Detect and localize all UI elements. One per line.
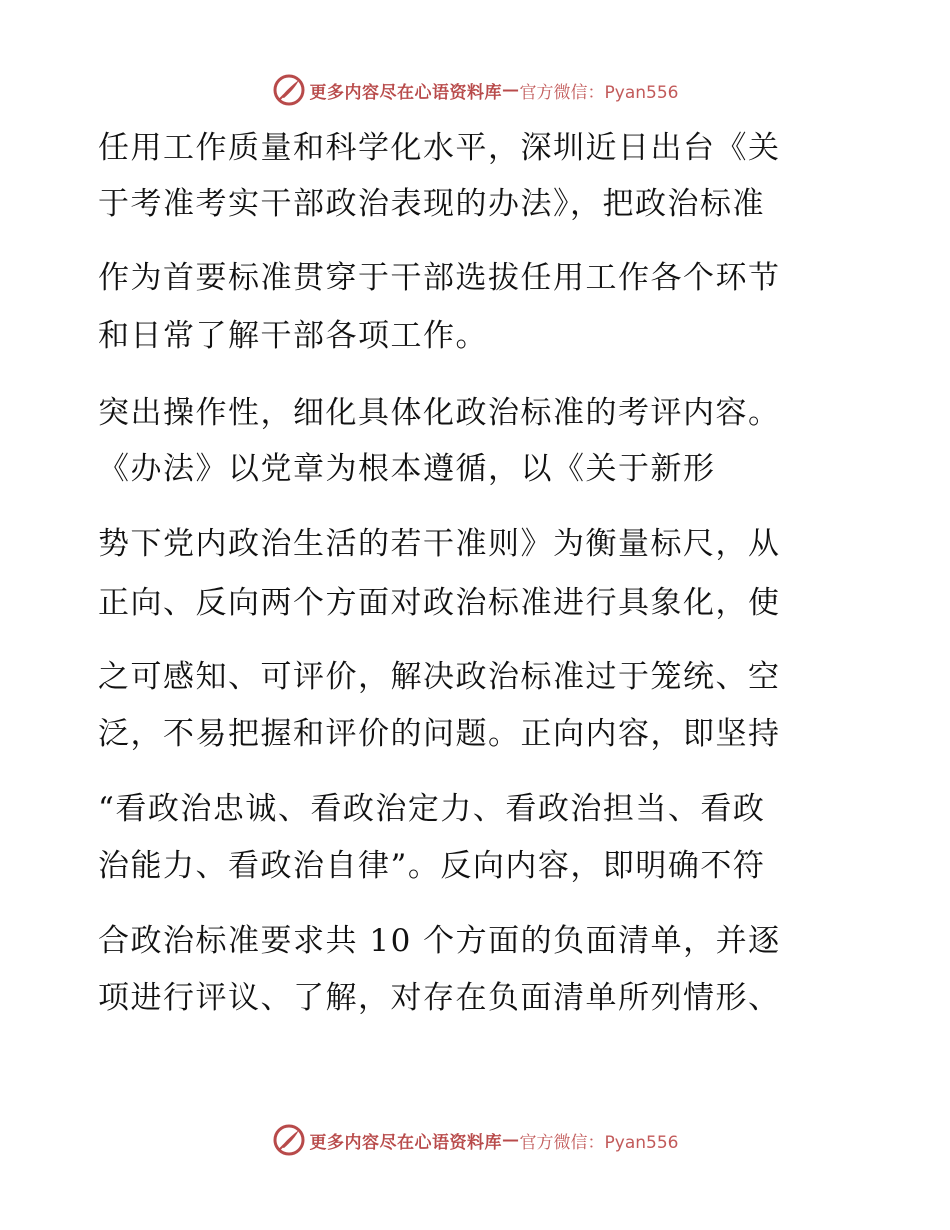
body-line: 任用工作质量和科学化水平，深圳近日出台《关 <box>98 130 781 166</box>
body-line: 正向、反向两个方面对政治标准进行具象化，使 <box>98 585 781 621</box>
banner-wechat: 官方微信：Pyan556 <box>519 1132 679 1153</box>
banner-dash: — <box>502 1130 520 1150</box>
footer-banner <box>0 1120 950 1160</box>
body-line: 和日常了解干部各项工作。 <box>98 318 488 354</box>
body-line: 突出操作性，细化具体化政治标准的考评内容。 <box>98 395 781 431</box>
quill-logo-icon <box>272 1123 306 1157</box>
body-line: 《办法》以党章为根本遵循，以《关于新形 <box>98 451 716 487</box>
body-line: 之可感知、可评价，解决政治标准过于笼统、空 <box>98 659 781 695</box>
banner-wechat: 官方微信：Pyan556 <box>519 82 679 103</box>
body-line: “看政治忠诚、看政治定力、看政治担当、看政 <box>98 791 766 827</box>
body-line: 势下党内政治生活的若干准则》为衡量标尺，从 <box>98 526 781 562</box>
banner-slogan: 更多内容尽在心语资料库 <box>309 1132 503 1153</box>
body-line: 泛，不易把握和评价的问题。正向内容，即坚持 <box>98 716 781 752</box>
banner-slogan: 更多内容尽在心语资料库 <box>309 82 503 103</box>
quill-logo-icon <box>272 73 306 107</box>
body-line: 合政治标准要求共 10 个方面的负面清单，并逐 <box>98 923 781 959</box>
body-line: 作为首要标准贯穿于干部选拔任用工作各个环节 <box>98 260 781 296</box>
banner-dash: — <box>502 80 520 100</box>
body-line: 治能力、看政治自律”。反向内容，即明确不符 <box>98 848 766 884</box>
body-line: 于考准考实干部政治表现的办法》，把政治标准 <box>98 186 765 222</box>
body-line: 项进行评议、了解，对存在负面清单所列情形、 <box>98 980 781 1016</box>
header-banner <box>0 70 950 110</box>
